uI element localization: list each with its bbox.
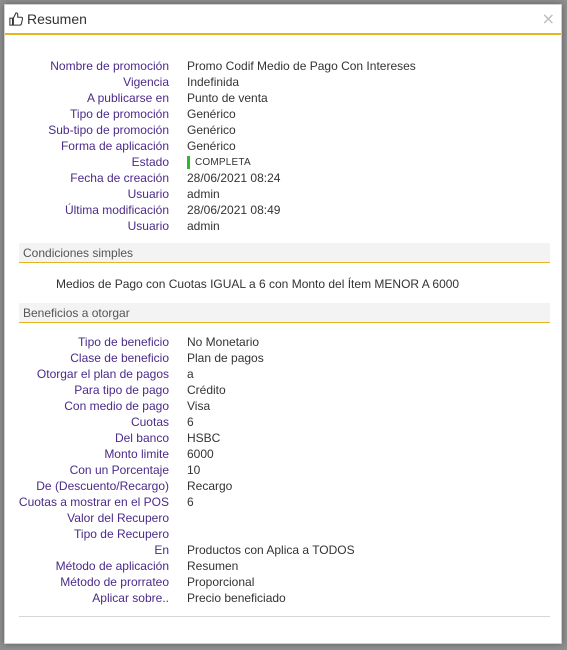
- summary-row: [5, 122, 563, 138]
- summary-row: [5, 106, 563, 122]
- field-value: HSBC: [187, 431, 221, 445]
- condition-text: Medios de Pago con Cuotas IGUAL a 6 con Monto del Ítem MENOR A 6000: [56, 277, 460, 291]
- field-label: Para tipo de pago: [74, 383, 169, 397]
- field-value: No Monetario: [187, 335, 260, 349]
- field-value: a: [187, 367, 194, 381]
- field-label: Tipo de beneficio: [78, 335, 169, 349]
- field-label: Usuario: [127, 219, 169, 233]
- field-label: Última modificación: [64, 203, 169, 217]
- field-value: Recargo: [187, 479, 233, 493]
- modal-title: Resumen: [27, 11, 87, 27]
- field-value: Indefinida: [187, 75, 240, 89]
- field-label: Tipo de promoción: [70, 107, 169, 121]
- field-label: Del banco: [114, 431, 169, 445]
- summary-row: [5, 526, 563, 542]
- field-value: 28/06/2021 08:24: [187, 171, 281, 185]
- benefits-list: [5, 334, 563, 606]
- summary-row: [5, 510, 563, 526]
- field-value: Resumen: [187, 559, 239, 573]
- summary-row: [5, 478, 563, 494]
- summary-row: [5, 58, 563, 74]
- field-value: 6: [187, 495, 194, 509]
- field-label: Monto limite: [104, 447, 169, 461]
- field-label: Método de aplicación: [55, 559, 169, 573]
- summary-row: [5, 138, 563, 154]
- field-value: 6: [187, 415, 194, 429]
- summary-row: [5, 154, 563, 170]
- footer-divider: [19, 616, 550, 617]
- summary-row: [5, 170, 563, 186]
- modal-header: [5, 5, 561, 35]
- field-label: A publicarse en: [86, 91, 169, 105]
- field-label: Método de prorrateo: [60, 575, 169, 589]
- field-label: Cuotas a mostrar en el POS: [18, 495, 169, 509]
- field-label: Estado: [131, 155, 169, 169]
- field-value: Precio beneficiado: [187, 591, 286, 605]
- summary-row: [5, 186, 563, 202]
- status-text: COMPLETA: [195, 156, 251, 168]
- summary-row: [5, 574, 563, 590]
- field-value: Genérico: [187, 107, 236, 121]
- field-value: Visa: [187, 399, 211, 413]
- field-value: Crédito: [187, 383, 226, 397]
- field-label: De (Descuento/Recargo): [36, 479, 169, 493]
- summary-list: [5, 58, 563, 234]
- summary-row: [5, 414, 563, 430]
- summary-row: [5, 446, 563, 462]
- summary-row: [5, 202, 563, 218]
- field-value: Genérico: [187, 123, 236, 137]
- field-value: 6000: [187, 447, 214, 461]
- field-value: Proporcional: [187, 575, 255, 589]
- conditions-section-header: Condiciones simples: [19, 243, 550, 263]
- field-label: Forma de aplicación: [60, 139, 169, 153]
- summary-row: [5, 350, 563, 366]
- summary-row: [5, 218, 563, 234]
- summary-modal: [4, 4, 562, 644]
- field-value: Productos con Aplica a TODOS: [187, 543, 355, 557]
- thumbs-up-icon: [9, 12, 23, 26]
- field-value: Punto de venta: [187, 91, 268, 105]
- field-value: Genérico: [187, 139, 236, 153]
- summary-row: [5, 366, 563, 382]
- summary-row: [5, 542, 563, 558]
- field-label: Vigencia: [123, 75, 169, 89]
- field-value: 10: [187, 463, 201, 477]
- field-label: Cuotas: [130, 415, 169, 429]
- field-value: Promo Codif Medio de Pago Con Intereses: [187, 59, 416, 73]
- field-value: 28/06/2021 08:49: [187, 203, 281, 217]
- field-value: admin: [187, 187, 220, 201]
- summary-row: [5, 462, 563, 478]
- field-label: Sub-tipo de promoción: [48, 123, 169, 137]
- field-label: Con medio de pago: [64, 399, 169, 413]
- summary-row: [5, 494, 563, 510]
- benefits-section-header: Beneficios a otorgar: [19, 303, 550, 323]
- field-label: Valor del Recupero: [67, 511, 169, 525]
- summary-row: [5, 398, 563, 414]
- summary-row: [5, 382, 563, 398]
- summary-row: [5, 90, 563, 106]
- field-value: Plan de pagos: [187, 351, 264, 365]
- status-indicator: [187, 156, 190, 169]
- field-label: Nombre de promoción: [50, 59, 169, 73]
- summary-row: [5, 74, 563, 90]
- field-value: admin: [187, 219, 220, 233]
- field-label: Clase de beneficio: [70, 351, 169, 365]
- close-icon[interactable]: ×: [541, 9, 555, 28]
- summary-row: [5, 430, 563, 446]
- field-label: En: [154, 543, 169, 557]
- field-label: Aplicar sobre..: [92, 591, 169, 605]
- field-label: Tipo de Recupero: [74, 527, 169, 541]
- status-badge: [187, 154, 251, 171]
- field-label: Con un Porcentaje: [69, 463, 169, 477]
- field-label: Usuario: [127, 187, 169, 201]
- summary-row: [5, 558, 563, 574]
- summary-row: [5, 590, 563, 606]
- field-label: Fecha de creación: [70, 171, 169, 185]
- field-label: Otorgar el plan de pagos: [36, 367, 169, 381]
- summary-row: [5, 334, 563, 350]
